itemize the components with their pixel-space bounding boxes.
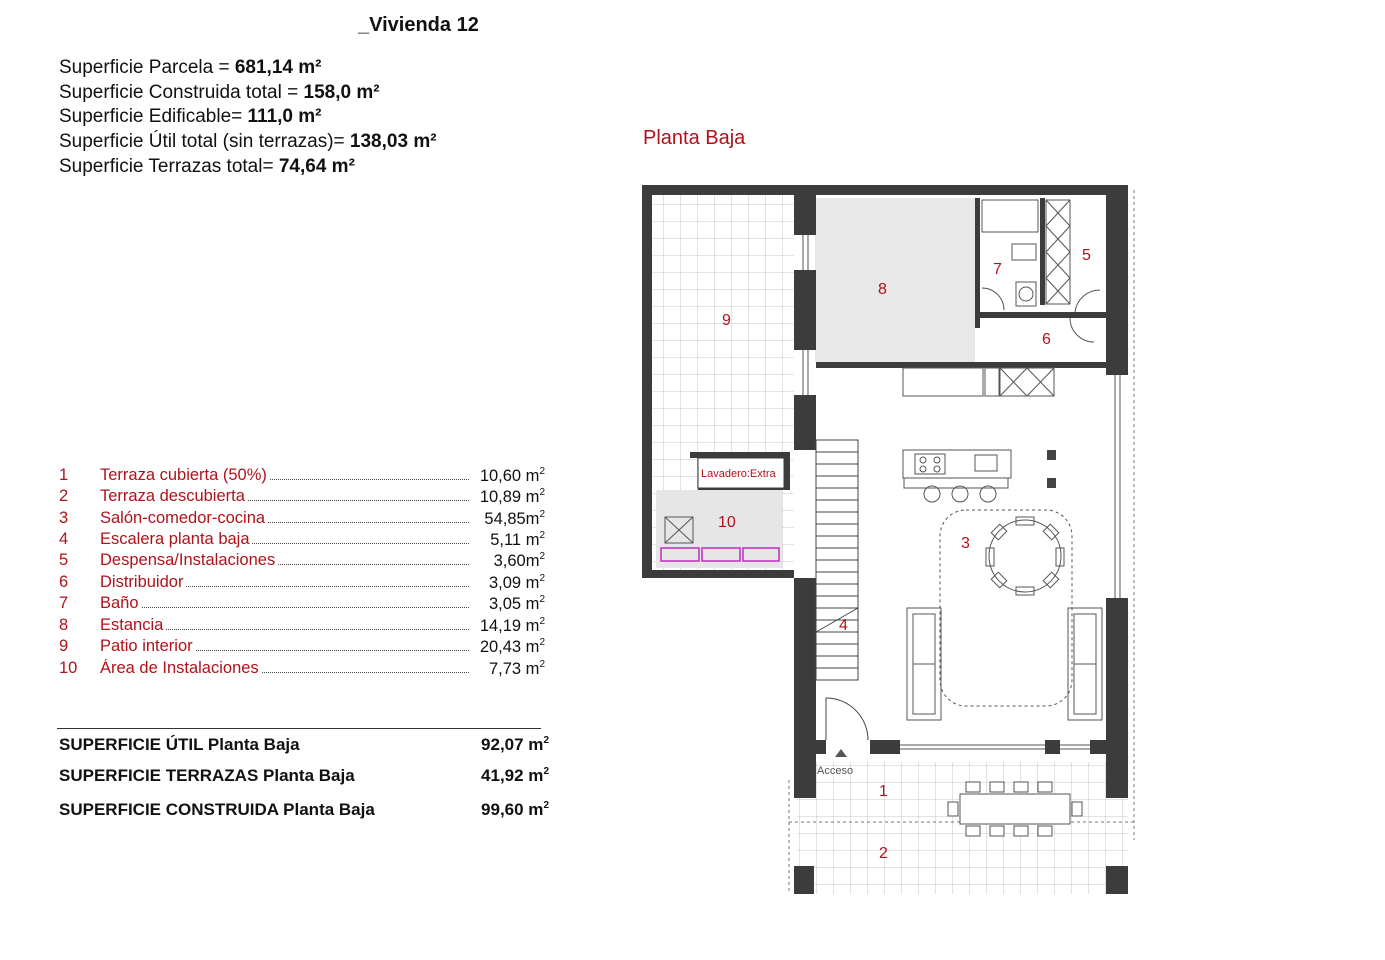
room-area: 10,60 $m^2$ — [479, 466, 545, 485]
room-area: 3,05 $m^2$ — [488, 594, 545, 613]
terraza — [797, 762, 1128, 894]
room-label-6: 6 — [1042, 331, 1051, 348]
lavadero-label: Lavadero:Extra — [701, 468, 776, 480]
room-number: 5 — [59, 551, 69, 569]
kitchen — [903, 368, 1054, 502]
total-terrazas: SUPERFICIE TERRAZAS Planta Baja 41,92 $m^2$ — [59, 766, 549, 785]
room-area: 3,09 $m^2$ — [488, 573, 545, 592]
room-label-1: 1 — [879, 783, 888, 800]
room-number: 2 — [59, 487, 69, 505]
room-number: 6 — [59, 573, 69, 591]
room-label-4: 4 — [839, 617, 848, 634]
page-title: _Vivienda 12 — [358, 14, 479, 36]
room-area: 14,19 $m^2$ — [479, 616, 545, 635]
room-area: 10,89 $m^2$ — [479, 487, 545, 506]
summary-construida: Superficie Construida total = 158,0 m² — [59, 82, 380, 103]
room-name: Terraza descubierta — [100, 487, 245, 505]
room-name: Despensa/Instalaciones — [100, 551, 276, 569]
room-number: 4 — [59, 530, 69, 548]
room-label-7: 7 — [993, 261, 1002, 278]
room-label-10: 10 — [718, 514, 736, 531]
room-number: 9 — [59, 637, 69, 655]
room-number: 7 — [59, 594, 69, 612]
room-name: Baño — [100, 594, 139, 612]
room-label-2: 2 — [879, 845, 888, 862]
room-number: 1 — [59, 466, 69, 484]
room-area: 7,73 $m^2$ — [488, 659, 545, 678]
room-label-5: 5 — [1082, 247, 1091, 264]
room-name: Patio interior — [100, 637, 193, 655]
room-area: $54,85m^2$ — [484, 509, 545, 528]
room-number: 3 — [59, 509, 69, 527]
acceso-label: Acceso — [817, 765, 854, 777]
room-area: $3,60m^2$ — [493, 551, 545, 570]
total-util: SUPERFICIE ÚTIL Planta Baja 92,07 $m^2$ — [59, 735, 549, 754]
room-name: Estancia — [100, 616, 164, 634]
room-name: Área de Instalaciones — [100, 659, 259, 677]
room-number: 8 — [59, 616, 69, 634]
sofas — [907, 608, 1102, 720]
stairs — [816, 440, 858, 680]
room-label-8: 8 — [878, 281, 887, 298]
room-area: 5,11 $m^2$ — [490, 530, 545, 549]
room-name: Salón-comedor-cocina — [100, 509, 266, 527]
room-number: 10 — [59, 659, 78, 677]
summary-edificable: Superficie Edificable= 111,0 m² — [59, 106, 322, 127]
plan-title: Planta Baja — [643, 127, 746, 149]
room-label-9: 9 — [722, 312, 731, 329]
estancia-room — [815, 198, 975, 362]
room-area: 20,43 $m^2$ — [479, 637, 545, 656]
dining-table — [940, 510, 1072, 706]
room-name: Distribuidor — [100, 573, 184, 591]
room-name: Terraza cubierta (50%) — [100, 466, 267, 484]
summary-parcela: Superficie Parcela = 681,14 m² — [59, 57, 322, 78]
total-construida: SUPERFICIE CONSTRUIDA Planta Baja 99,60 $m^2$ — [59, 800, 549, 819]
summary-util: Superficie Útil total (sin terrazas)= 138,03 m² — [59, 131, 437, 152]
summary-terrazas: Superficie Terrazas total= 74,64 m² — [59, 156, 355, 177]
room-label-3: 3 — [961, 535, 970, 552]
room-name: Escalera planta baja — [100, 530, 250, 548]
